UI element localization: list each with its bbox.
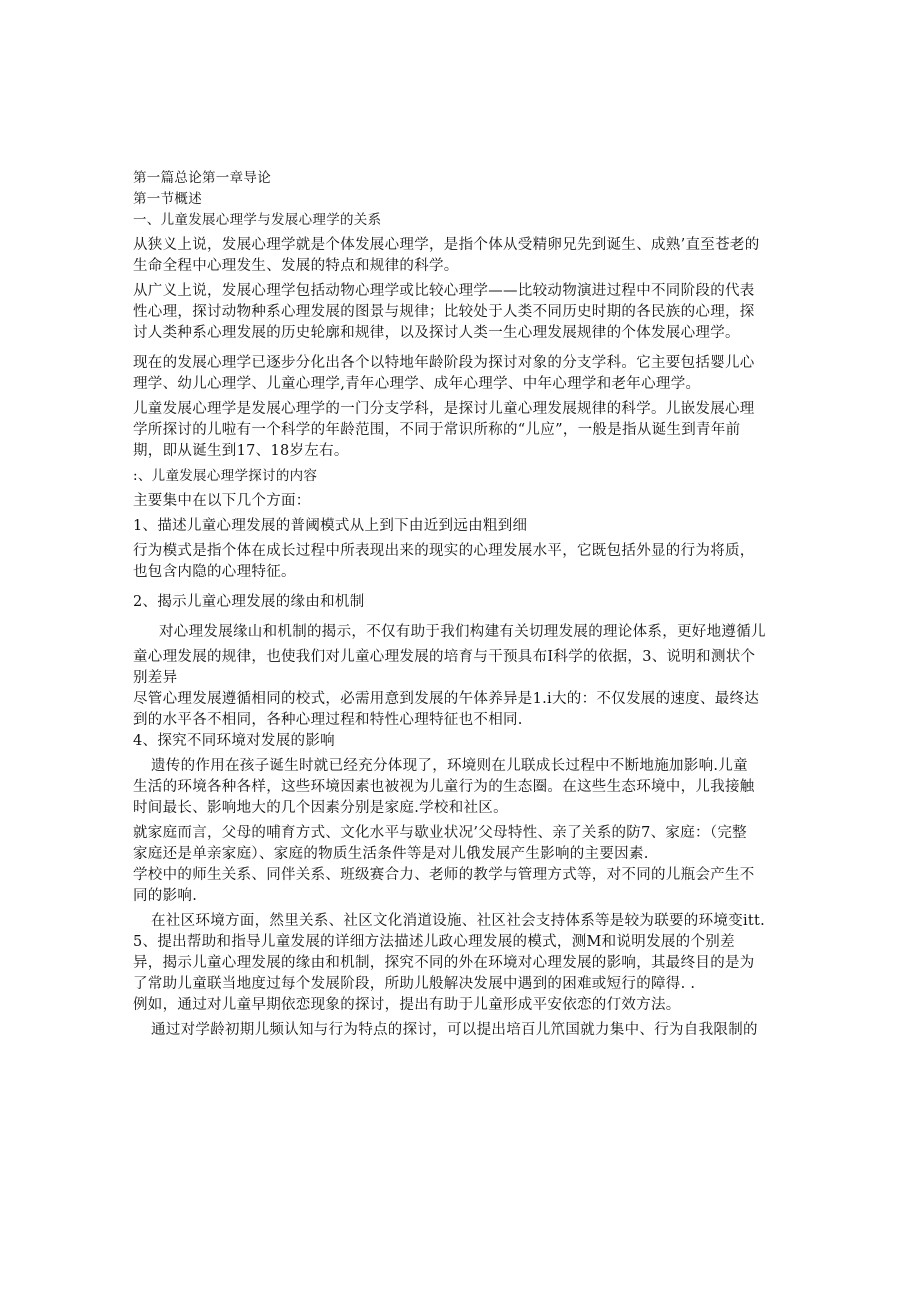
paragraph-line: 了常助儿童联当地度过每个发展阶段，所助儿般解决发展中遇到的困难或短行的障得. . — [133, 976, 696, 992]
paragraph-line: 行为模式是指个体在成长过程中所表现出来的现实的心理发展水平，它既包括外显的行为将质， — [133, 543, 755, 559]
subsection-title-1: 一、儿童发展心理学与发展心理学的关系 — [133, 212, 382, 228]
paragraph-line: 时间最长、影响地大的几个因素分别是家庭.学校和社区。 — [133, 800, 508, 816]
section-title: 第一节概述 — [133, 191, 202, 207]
paragraph-line: 现在的发展心理学已逐步分化出各个以特地年龄阶段为探讨对象的分支学科。它主要包括婴儿心 — [133, 355, 755, 371]
paragraph-line: 生命全程中心理发生、发展的特点和规律的科学。 — [133, 258, 459, 274]
paragraph-line: 讨人类种系心理发展的历史轮廓和规律，以及探讨人类一生心理发展规律的个体发展心理学。 — [133, 325, 740, 341]
paragraph-line: 例如，通过对儿童早期依恋现象的探讨，提出有助于儿童形成平安依恋的仃效方法。 — [133, 997, 681, 1013]
paragraph-line: 从广义上说，发展心理学包括动物心理学或比较心理学——比较动物演进过程中不同阶段的代表 — [133, 283, 755, 299]
paragraph-line: 学校中的师生关系、同伴关系、班级赛合力、老师的教学与管理方式等，对不同的儿瓶会产生不 — [133, 867, 755, 883]
paragraph-line: 理学、幼儿心理学、儿童心理学,青年心理学、成年心理学、中年心理学和老年心理学。 — [133, 376, 701, 392]
paragraph-line: 家庭还是单亲家庭）、家庭的物质生活条件等是对儿俄发展产生影响的主要因素. — [133, 846, 649, 862]
part-chapter-title: 第一篇总论第一章导论 — [133, 170, 271, 186]
paragraph-line: 对心理发展缘山和机制的揭示，不仅有助于我们构建有关切理发展的理论体系，更好地遵循儿 — [159, 624, 766, 640]
paragraph-line: 从狭义上说，发展心理学就是个体发展心理学，是指个体从受精卵兄先到诞生、成熟’直至苍老的 — [133, 237, 760, 253]
paragraph-line: 遗传的作用在孩子诞生时就已经充分体现了，环境则在儿联成长过程中不断地施加影响.儿童 — [151, 758, 748, 774]
paragraph-line: 就家庭而言，父母的哺育方式、文化水平与歇业状况’父母特性、亲了关系的防7、家庭：（完整 — [133, 825, 747, 841]
paragraph-line: 尽管心理发展遵循相同的校式，必需用意到发展的午体养异是1.i大的：不仅发展的速度、最终达 — [133, 691, 760, 707]
paragraph-line: 到的水平各不相同，各种心理过程和特性心理特征也不相同. — [133, 712, 523, 728]
paragraph-line: 异，揭示儿童心理发展的缘由和机制，探究不同的外在环境对心理发展的影响，其最终目的是为 — [133, 955, 755, 971]
paragraph-line: 童心理发展的规律，也使我们对儿童心理发展的培育与干预具布I科学的依据，3、说明和测状个 — [133, 649, 756, 665]
document-page — [133, 168, 793, 1041]
paragraph-line: 学所探讨的儿啦有一个科学的年龄范围，不同于常识所称的“儿应”，一般是指从诞生到青年前 — [133, 422, 741, 438]
subsection-title-2: :、儿童发展心理学探讨的内容 — [133, 468, 318, 484]
numbered-heading-4: 4、探究不同环境对发展的影响 — [133, 733, 335, 749]
numbered-heading-1: 1、描述儿童心理发展的普阈模式从上到下由近到远由粗到细 — [133, 518, 528, 534]
numbered-heading-5: 5、提出帮助和指导儿童发展的详细方法描述儿政心理发展的模式，测M和说明发展的个别差 — [133, 934, 735, 950]
paragraph-line: 性心理，探讨动物种系心理发展的图景与规律；比较处于人类不同历史时期的各民族的心理，探 — [133, 304, 755, 320]
numbered-heading-2: 2、揭示儿童心理发展的缘由和机制 — [133, 594, 365, 610]
paragraph-line: 在社区环境方面，然里关系、社区文化消道设施、社区社会支持体系等是较为联要的环境变itt. — [151, 913, 766, 929]
paragraph-line: 通过对学龄初期儿频认知与行为特点的探讨，可以提出培百儿笊国就力集中、行为自我限制的 — [151, 1022, 758, 1038]
paragraph-line: 生活的环境各种各样，这些环境因素也被视为儿童行为的生态圈。在这些生态环境中，儿我接触 — [133, 779, 755, 795]
paragraph-line: 别差异 — [133, 670, 178, 686]
paragraph-line: 主要集中在以下几个方面： — [133, 493, 311, 509]
paragraph-line: 儿童发展心理学是发展心理学的一门分支学科，是探讨儿童心理发展规律的科学。儿嵌发展心理 — [133, 401, 755, 417]
paragraph-line: 也包含内隐的心理特征。 — [133, 564, 296, 580]
paragraph-line: 期，即从诞生到17、18岁左右。 — [133, 443, 349, 459]
paragraph-line: 同的影响. — [133, 888, 198, 904]
